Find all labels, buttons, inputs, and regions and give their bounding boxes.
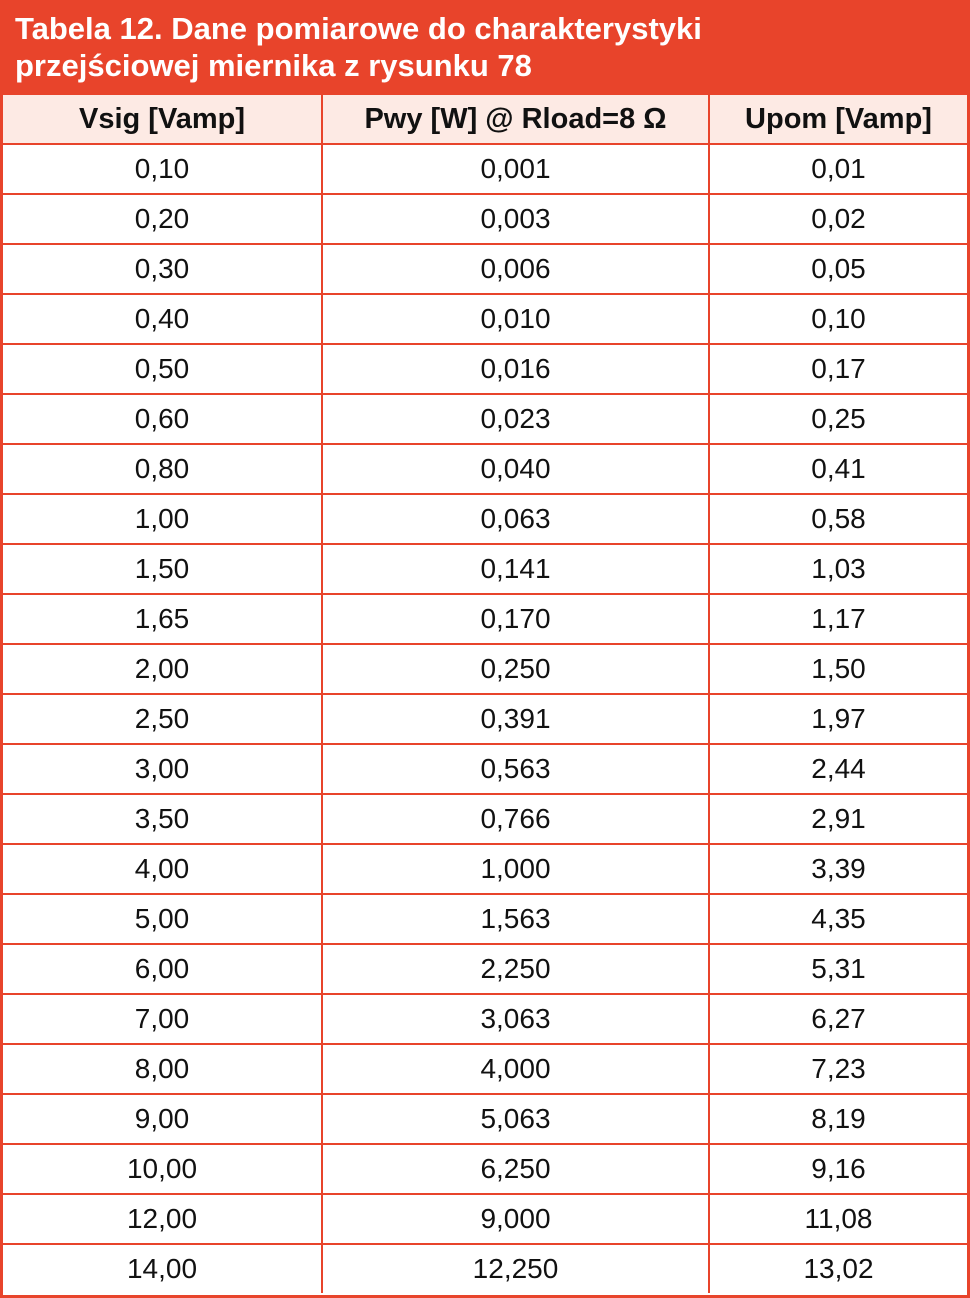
cell-pwy: 0,001 bbox=[322, 144, 709, 194]
table-row bbox=[3, 1244, 967, 1293]
caption-line-1: Tabela 12. Dane pomiarowe do charakterystyki bbox=[15, 11, 702, 46]
cell-pwy: 0,063 bbox=[322, 494, 709, 544]
cell-vsig: 8,00 bbox=[3, 1044, 322, 1094]
cell-upom: 5,31 bbox=[709, 944, 967, 994]
cell-vsig: 4,00 bbox=[3, 844, 322, 894]
cell-pwy: 0,170 bbox=[322, 594, 709, 644]
cell-vsig: 1,65 bbox=[3, 594, 322, 644]
cell-pwy: 5,063 bbox=[322, 1094, 709, 1144]
cell-upom: 4,35 bbox=[709, 894, 967, 944]
column-header-pwy: Pwy [W] @ Rload=8 Ω bbox=[322, 95, 709, 144]
cell-pwy: 3,063 bbox=[322, 994, 709, 1044]
cell-upom: 0,02 bbox=[709, 194, 967, 244]
cell-pwy: 0,006 bbox=[322, 244, 709, 294]
cell-pwy: 1,563 bbox=[322, 894, 709, 944]
cell-pwy: 0,250 bbox=[322, 644, 709, 694]
cell-vsig: 0,10 bbox=[3, 144, 322, 194]
cell-upom: 1,97 bbox=[709, 694, 967, 744]
table-row bbox=[3, 794, 967, 844]
cell-upom: 0,58 bbox=[709, 494, 967, 544]
cell-vsig: 2,00 bbox=[3, 644, 322, 694]
cell-pwy: 12,250 bbox=[322, 1244, 709, 1293]
cell-upom: 8,19 bbox=[709, 1094, 967, 1144]
cell-pwy: 6,250 bbox=[322, 1144, 709, 1194]
table-row bbox=[3, 194, 967, 244]
cell-vsig: 9,00 bbox=[3, 1094, 322, 1144]
cell-vsig: 1,00 bbox=[3, 494, 322, 544]
cell-upom: 0,10 bbox=[709, 294, 967, 344]
cell-upom: 2,44 bbox=[709, 744, 967, 794]
cell-vsig: 3,00 bbox=[3, 744, 322, 794]
cell-vsig: 12,00 bbox=[3, 1194, 322, 1244]
table-row bbox=[3, 594, 967, 644]
cell-pwy: 0,766 bbox=[322, 794, 709, 844]
cell-upom: 0,17 bbox=[709, 344, 967, 394]
cell-vsig: 0,80 bbox=[3, 444, 322, 494]
cell-pwy: 4,000 bbox=[322, 1044, 709, 1094]
cell-upom: 3,39 bbox=[709, 844, 967, 894]
cell-pwy: 0,391 bbox=[322, 694, 709, 744]
table-row bbox=[3, 944, 967, 994]
cell-vsig: 3,50 bbox=[3, 794, 322, 844]
measurement-table bbox=[3, 95, 967, 1293]
cell-vsig: 0,20 bbox=[3, 194, 322, 244]
table-caption bbox=[3, 0, 967, 95]
cell-vsig: 10,00 bbox=[3, 1144, 322, 1194]
cell-upom: 0,01 bbox=[709, 144, 967, 194]
cell-vsig: 6,00 bbox=[3, 944, 322, 994]
cell-upom: 7,23 bbox=[709, 1044, 967, 1094]
table-row bbox=[3, 394, 967, 444]
cell-upom: 0,05 bbox=[709, 244, 967, 294]
table-row bbox=[3, 244, 967, 294]
cell-vsig: 0,40 bbox=[3, 294, 322, 344]
table-row bbox=[3, 994, 967, 1044]
cell-upom: 6,27 bbox=[709, 994, 967, 1044]
cell-vsig: 0,30 bbox=[3, 244, 322, 294]
table-row bbox=[3, 494, 967, 544]
cell-vsig: 0,50 bbox=[3, 344, 322, 394]
cell-pwy: 0,016 bbox=[322, 344, 709, 394]
table-row bbox=[3, 294, 967, 344]
column-header-vsig: Vsig [Vamp] bbox=[3, 95, 322, 144]
table-row bbox=[3, 744, 967, 794]
cell-vsig: 5,00 bbox=[3, 894, 322, 944]
table-row bbox=[3, 144, 967, 194]
table-row bbox=[3, 1094, 967, 1144]
cell-upom: 1,50 bbox=[709, 644, 967, 694]
cell-vsig: 1,50 bbox=[3, 544, 322, 594]
table-row bbox=[3, 1194, 967, 1244]
table-body bbox=[3, 144, 967, 1293]
cell-pwy: 0,040 bbox=[322, 444, 709, 494]
cell-vsig: 7,00 bbox=[3, 994, 322, 1044]
cell-upom: 11,08 bbox=[709, 1194, 967, 1244]
table-row bbox=[3, 644, 967, 694]
cell-upom: 0,41 bbox=[709, 444, 967, 494]
table-row bbox=[3, 844, 967, 894]
table-row bbox=[3, 894, 967, 944]
cell-upom: 9,16 bbox=[709, 1144, 967, 1194]
column-header-upom: Upom [Vamp] bbox=[709, 95, 967, 144]
table-row bbox=[3, 1144, 967, 1194]
cell-vsig: 2,50 bbox=[3, 694, 322, 744]
cell-pwy: 2,250 bbox=[322, 944, 709, 994]
table-row bbox=[3, 694, 967, 744]
cell-upom: 13,02 bbox=[709, 1244, 967, 1293]
table-row bbox=[3, 444, 967, 494]
cell-upom: 1,03 bbox=[709, 544, 967, 594]
table-row bbox=[3, 344, 967, 394]
cell-vsig: 0,60 bbox=[3, 394, 322, 444]
cell-pwy: 0,141 bbox=[322, 544, 709, 594]
cell-vsig: 14,00 bbox=[3, 1244, 322, 1293]
cell-upom: 2,91 bbox=[709, 794, 967, 844]
cell-upom: 0,25 bbox=[709, 394, 967, 444]
cell-pwy: 0,563 bbox=[322, 744, 709, 794]
header-row bbox=[3, 95, 967, 144]
cell-pwy: 0,010 bbox=[322, 294, 709, 344]
caption-line-2: przejściowej miernika z rysunku 78 bbox=[15, 48, 532, 83]
cell-pwy: 0,023 bbox=[322, 394, 709, 444]
cell-pwy: 9,000 bbox=[322, 1194, 709, 1244]
cell-pwy: 0,003 bbox=[322, 194, 709, 244]
table-row bbox=[3, 1044, 967, 1094]
table-row bbox=[3, 544, 967, 594]
cell-upom: 1,17 bbox=[709, 594, 967, 644]
cell-pwy: 1,000 bbox=[322, 844, 709, 894]
